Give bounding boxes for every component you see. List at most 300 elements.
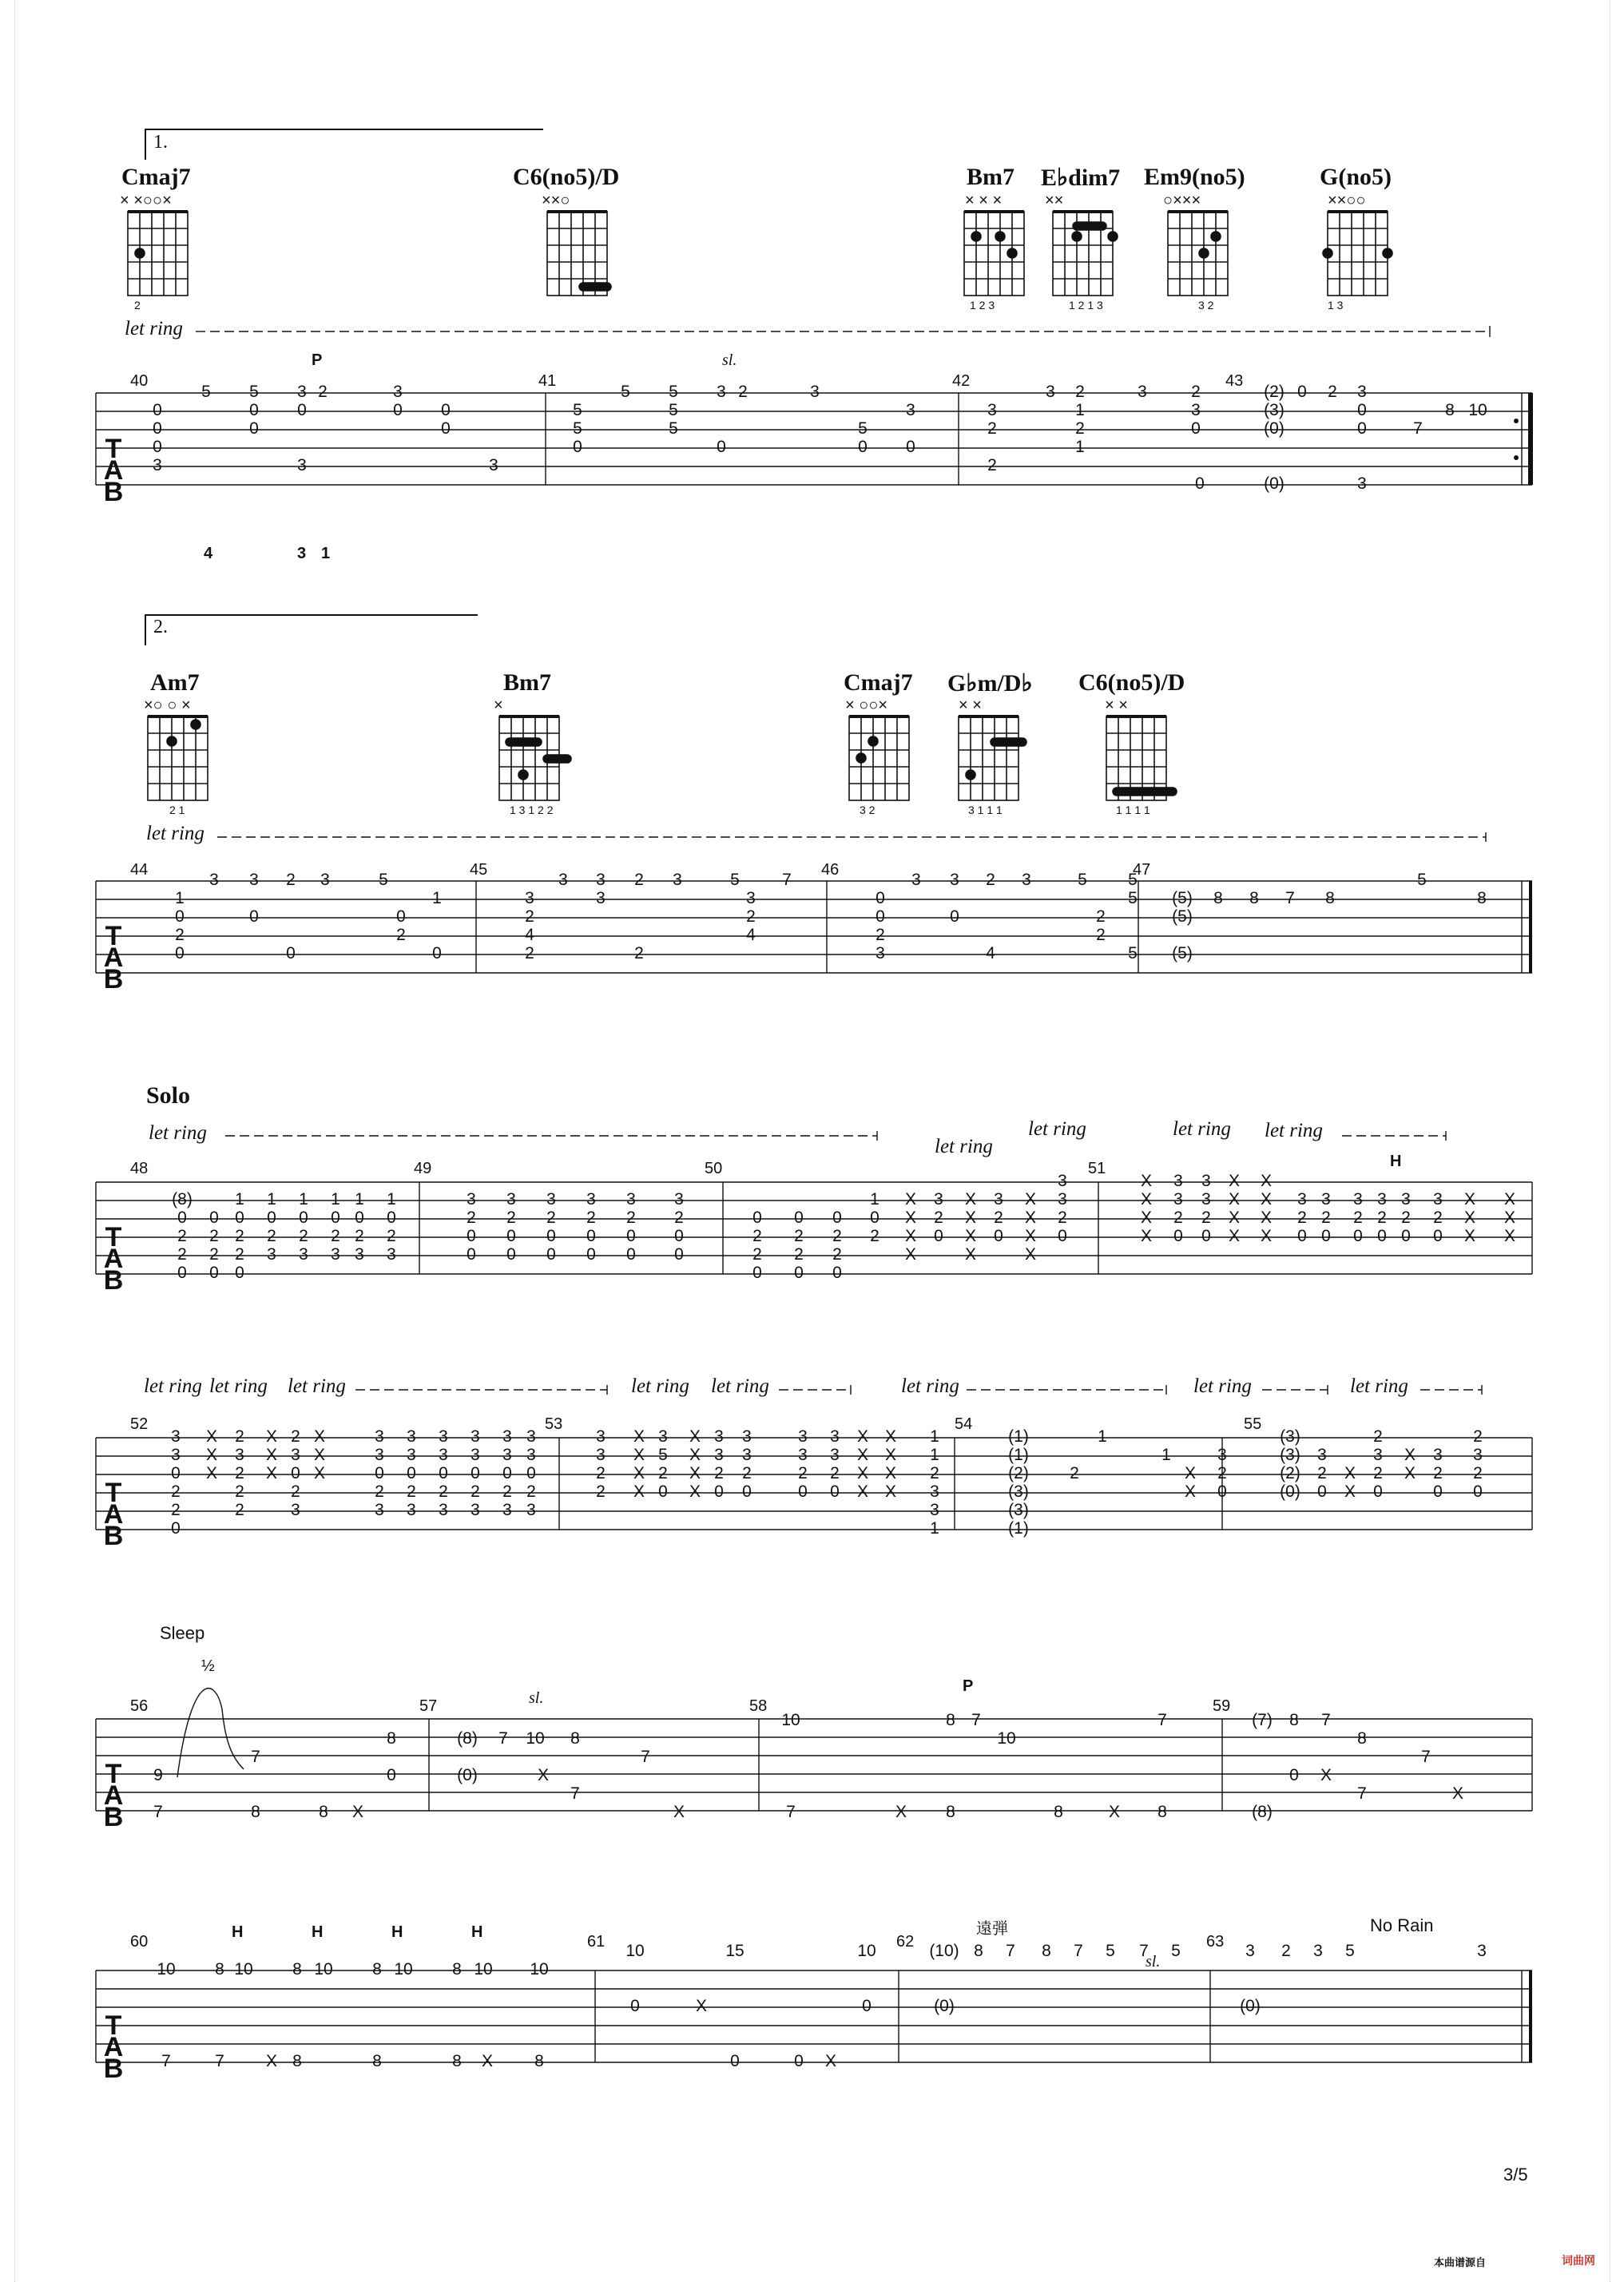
chord-fingering: 1 2 1 3 [1069,299,1103,312]
svg-text:5: 5 [1345,1942,1355,1960]
svg-text:2: 2 [626,1208,636,1227]
svg-text:2: 2 [1373,1464,1383,1482]
fingering-number: 1 [321,545,331,562]
svg-text:10: 10 [530,1960,549,1978]
svg-text:X: X [884,1482,897,1501]
svg-text:7: 7 [570,1784,580,1803]
svg-text:3: 3 [375,1427,384,1446]
fingering-number: 4 [204,545,213,562]
svg-text:0: 0 [297,401,307,419]
svg-text:2: 2 [387,1227,396,1245]
svg-text:0: 0 [1289,1766,1299,1784]
svg-text:X: X [1463,1208,1476,1227]
svg-text:8: 8 [319,1803,328,1821]
svg-text:2: 2 [1473,1427,1483,1446]
svg-text:T: T [105,1222,122,1252]
measure-number: 61 [587,1933,606,1951]
svg-text:0: 0 [177,1264,187,1282]
let-ring-label: let ring [144,1375,202,1397]
svg-text:X: X [964,1245,977,1264]
svg-text:3: 3 [209,871,219,889]
svg-text:3: 3 [171,1427,181,1446]
svg-text:2: 2 [209,1245,219,1264]
svg-text:2: 2 [586,1208,596,1227]
svg-text:2: 2 [1433,1208,1443,1227]
svg-text:B: B [103,477,124,507]
svg-text:2: 2 [235,1501,244,1519]
svg-text:3: 3 [291,1501,300,1519]
svg-text:2: 2 [235,1245,244,1264]
svg-text:3: 3 [674,1190,684,1208]
svg-text:0: 0 [1357,419,1367,438]
svg-text:3: 3 [526,1501,536,1519]
svg-text:0: 0 [1357,401,1367,419]
svg-text:1: 1 [432,889,442,907]
measure-number: 43 [1225,372,1244,390]
let-ring-label: let ring [631,1375,689,1397]
sleep-label: Sleep [160,1623,205,1643]
svg-text:3: 3 [1433,1446,1443,1464]
svg-text:7: 7 [1413,419,1423,438]
svg-text:5: 5 [858,419,868,438]
svg-text:3: 3 [586,1190,596,1208]
svg-text:3: 3 [950,871,959,889]
svg-text:(10): (10) [929,1942,959,1960]
svg-text:3: 3 [1022,871,1031,889]
svg-text:0: 0 [235,1264,244,1282]
svg-text:A: A [103,1244,124,1274]
svg-text:1: 1 [1075,401,1085,419]
svg-text:X: X [265,1446,278,1464]
svg-text:T: T [105,1759,122,1789]
svg-text:0: 0 [299,1208,308,1227]
svg-text:3: 3 [596,889,606,907]
svg-text:X: X [1344,1482,1356,1501]
svg-text:5: 5 [1128,889,1138,907]
svg-text:3: 3 [742,1446,752,1464]
svg-text:3: 3 [1401,1190,1411,1208]
svg-text:3: 3 [1173,1172,1183,1190]
svg-text:2: 2 [291,1427,300,1446]
hammer-on-mark: H [471,1923,483,1941]
page-number: 3/5 [1503,2165,1528,2185]
svg-text:0: 0 [1173,1227,1183,1245]
svg-text:2: 2 [1075,383,1085,401]
svg-text:T: T [105,434,122,464]
svg-text:X: X [205,1427,218,1446]
svg-text:8: 8 [1445,401,1455,419]
svg-text:3: 3 [393,383,403,401]
svg-text:X: X [904,1208,917,1227]
svg-text:3: 3 [994,1190,1003,1208]
svg-text:0: 0 [573,438,582,456]
chord-fingering: 3 1 1 1 [968,804,1003,816]
svg-text:(0): (0) [934,1997,955,2015]
svg-text:8: 8 [387,1729,396,1748]
svg-text:7: 7 [782,871,792,889]
svg-text:X: X [1024,1208,1037,1227]
svg-text:X: X [1024,1190,1037,1208]
chord-name: E♭dim7 [1041,165,1121,191]
svg-text:3: 3 [331,1245,340,1264]
svg-text:7: 7 [786,1803,796,1821]
svg-text:0: 0 [387,1766,396,1784]
svg-text:5: 5 [1171,1942,1181,1960]
svg-text:X: X [1024,1227,1037,1245]
svg-text:5: 5 [573,401,582,419]
svg-text:(0): (0) [1264,419,1285,438]
svg-text:1: 1 [235,1190,244,1208]
svg-text:3: 3 [798,1446,808,1464]
svg-text:X: X [856,1446,869,1464]
svg-text:X: X [856,1427,869,1446]
svg-text:10: 10 [474,1960,493,1978]
svg-text:2: 2 [209,1227,219,1245]
svg-text:2: 2 [987,419,997,438]
svg-text:3: 3 [1058,1172,1067,1190]
measure-number: 40 [130,372,149,390]
svg-text:10: 10 [234,1960,253,1978]
svg-text:3: 3 [355,1245,364,1264]
svg-text:(3): (3) [1008,1501,1029,1519]
svg-text:X: X [1404,1446,1416,1464]
svg-text:0: 0 [441,419,451,438]
half-bend-label: ½ [201,1657,215,1675]
svg-text:2: 2 [177,1245,187,1264]
svg-text:0: 0 [1433,1227,1443,1245]
svg-text:8: 8 [1249,889,1259,907]
footer-site-logo[interactable]: 词曲网 [1562,2255,1595,2268]
chord-open-mute-marks: ×× [1045,192,1064,209]
hammer-on-mark: H [1390,1153,1402,1170]
svg-text:3: 3 [714,1427,724,1446]
svg-text:2: 2 [235,1227,244,1245]
svg-text:X: X [1260,1208,1273,1227]
chord-name: Am7 [150,669,200,696]
chord-fingering: 1 3 [1328,299,1344,312]
svg-text:3: 3 [1046,383,1055,401]
svg-text:2: 2 [525,944,534,962]
svg-text:2: 2 [526,1482,536,1501]
svg-text:3: 3 [153,456,162,474]
slide-mark: sl. [722,351,737,369]
svg-text:3: 3 [506,1190,516,1208]
svg-text:X: X [633,1427,645,1446]
svg-text:0: 0 [1191,419,1201,438]
svg-text:0: 0 [171,1464,181,1482]
slide-mark: sl. [1146,1953,1161,1970]
let-ring-label: let ring [1350,1375,1408,1397]
svg-text:3: 3 [1353,1190,1363,1208]
svg-text:0: 0 [798,1482,808,1501]
svg-text:2: 2 [439,1482,448,1501]
svg-text:2: 2 [714,1464,724,1482]
svg-text:2: 2 [1058,1208,1067,1227]
chord-open-mute-marks: × [494,697,503,714]
measure-number: 63 [1206,1933,1225,1951]
svg-text:0: 0 [249,907,259,926]
svg-text:2: 2 [267,1227,276,1245]
svg-text:3: 3 [1477,1942,1487,1960]
chord-fingering: 1 3 1 2 2 [510,804,554,816]
svg-text:1: 1 [930,1446,939,1464]
svg-text:(0): (0) [1264,474,1285,493]
svg-text:3: 3 [596,1446,606,1464]
chord-name: G♭m/D♭ [947,670,1033,697]
footer-source-label: 本曲谱源自 [1434,2257,1487,2269]
svg-text:0: 0 [586,1227,596,1245]
svg-text:0: 0 [1401,1227,1411,1245]
svg-text:7: 7 [1321,1711,1331,1729]
svg-text:A: A [103,1499,124,1530]
svg-text:X: X [1024,1245,1037,1264]
svg-text:3: 3 [798,1427,808,1446]
svg-text:0: 0 [794,1264,804,1282]
chord-name: Em9(no5) [1144,164,1245,190]
svg-text:X: X [1184,1464,1197,1482]
svg-text:2: 2 [658,1464,668,1482]
svg-text:A: A [103,455,124,486]
svg-text:X: X [964,1227,977,1245]
chord-open-mute-marks: × × × [965,192,1003,209]
svg-text:X: X [964,1208,977,1227]
svg-text:0: 0 [876,889,885,907]
svg-text:2: 2 [471,1482,480,1501]
svg-text:0: 0 [1433,1482,1443,1501]
svg-text:X: X [1228,1172,1241,1190]
svg-text:7: 7 [1139,1942,1149,1960]
svg-text:7: 7 [1421,1748,1431,1766]
volta-label-1: 1. [153,132,168,153]
measure-number: 45 [470,861,488,879]
chord-name: G(no5) [1320,164,1392,190]
svg-text:8: 8 [946,1803,955,1821]
svg-text:7: 7 [215,2052,224,2070]
svg-text:0: 0 [626,1227,636,1245]
svg-text:2: 2 [502,1482,512,1501]
svg-text:3: 3 [1313,1942,1323,1960]
let-ring-label: let ring [1028,1118,1086,1140]
svg-text:0: 0 [1217,1482,1227,1501]
svg-text:2: 2 [355,1227,364,1245]
svg-text:2: 2 [1353,1208,1363,1227]
measure-number: 48 [130,1160,149,1177]
svg-text:3: 3 [267,1245,276,1264]
svg-text:3: 3 [1138,383,1147,401]
svg-text:X: X [633,1464,645,1482]
svg-text:X: X [265,1464,278,1482]
svg-text:2: 2 [596,1482,606,1501]
svg-text:0: 0 [742,1482,752,1501]
svg-text:2: 2 [407,1482,416,1501]
svg-text:0: 0 [876,907,885,926]
svg-text:10: 10 [394,1960,413,1978]
svg-text:X: X [904,1227,917,1245]
svg-text:5: 5 [201,383,211,401]
svg-text:X: X [1228,1190,1241,1208]
svg-text:0: 0 [502,1464,512,1482]
svg-text:5: 5 [669,419,678,438]
svg-text:X: X [1140,1190,1153,1208]
svg-text:0: 0 [355,1208,364,1227]
svg-text:(8): (8) [1252,1803,1273,1821]
svg-text:3: 3 [320,871,330,889]
svg-text:0: 0 [153,419,162,438]
chord-open-mute-marks: ×○ ○ × [144,697,191,714]
measure-number: 52 [130,1415,149,1433]
svg-text:0: 0 [1195,474,1205,493]
svg-text:2: 2 [525,907,534,926]
svg-text:4: 4 [986,944,995,962]
svg-text:7: 7 [251,1748,260,1766]
svg-text:2: 2 [986,871,995,889]
svg-text:3: 3 [526,1427,536,1446]
svg-text:0: 0 [396,907,406,926]
svg-text:3: 3 [930,1501,939,1519]
svg-text:0: 0 [1321,1227,1331,1245]
svg-text:3: 3 [1321,1190,1331,1208]
svg-text:(2): (2) [1264,383,1285,401]
svg-text:X: X [1108,1803,1121,1821]
svg-text:3: 3 [471,1501,480,1519]
svg-text:8: 8 [570,1729,580,1748]
svg-text:0: 0 [506,1245,516,1264]
svg-text:X: X [633,1482,645,1501]
chord-fingering: 1 2 3 [970,299,995,312]
svg-text:5: 5 [658,1446,668,1464]
measure-number: 44 [130,861,149,879]
svg-text:X: X [1184,1482,1197,1501]
svg-text:2: 2 [175,926,185,944]
volta-label-2: 2. [153,617,168,637]
let-ring-label: let ring [209,1375,268,1397]
svg-text:3: 3 [911,871,921,889]
svg-text:8: 8 [1477,889,1487,907]
svg-text:0: 0 [175,907,185,926]
chord-open-mute-marks: ××○○ [1328,192,1366,209]
svg-text:3: 3 [291,1446,300,1464]
svg-text:0: 0 [235,1208,244,1227]
svg-text:0: 0 [153,438,162,456]
svg-text:0: 0 [1058,1227,1067,1245]
svg-text:3: 3 [1433,1190,1443,1208]
let-ring-label: let ring [711,1375,769,1397]
svg-text:2: 2 [794,1227,804,1245]
svg-text:5: 5 [573,419,582,438]
svg-text:X: X [1463,1190,1476,1208]
svg-text:0: 0 [1353,1227,1363,1245]
svg-text:3: 3 [297,456,307,474]
svg-text:2: 2 [746,907,756,926]
svg-text:0: 0 [546,1227,556,1245]
svg-text:B: B [103,2054,124,2084]
svg-text:(1): (1) [1008,1427,1029,1446]
svg-text:3: 3 [471,1427,480,1446]
svg-text:5: 5 [1128,871,1138,889]
svg-text:3: 3 [502,1427,512,1446]
svg-text:(5): (5) [1172,944,1193,962]
svg-text:8: 8 [251,1803,260,1821]
svg-text:T: T [105,2010,122,2041]
svg-text:3: 3 [375,1501,384,1519]
svg-text:0: 0 [331,1208,340,1227]
svg-text:8: 8 [292,2052,302,2070]
svg-text:2: 2 [235,1464,244,1482]
svg-text:2: 2 [318,383,328,401]
svg-text:2: 2 [1401,1208,1411,1227]
svg-text:1: 1 [1098,1427,1107,1446]
chord-open-mute-marks: × ×○○× [120,192,172,209]
svg-text:3: 3 [1191,401,1201,419]
svg-text:8: 8 [1054,1803,1063,1821]
svg-text:10: 10 [857,1942,876,1960]
svg-text:X: X [265,1427,278,1446]
svg-text:0: 0 [1377,1227,1387,1245]
svg-text:X: X [689,1446,701,1464]
svg-text:2: 2 [506,1208,516,1227]
svg-text:3: 3 [546,1190,556,1208]
svg-text:X: X [904,1190,917,1208]
svg-text:5: 5 [1106,1942,1115,1960]
svg-text:3: 3 [1173,1190,1183,1208]
svg-text:0: 0 [630,1997,640,2015]
svg-text:X: X [1228,1227,1241,1245]
svg-text:1: 1 [267,1190,276,1208]
right-margin-watermark [1610,0,1622,2282]
svg-text:7: 7 [1157,1711,1167,1729]
svg-text:A: A [103,943,124,973]
svg-text:8: 8 [1325,889,1335,907]
svg-text:3: 3 [1373,1446,1383,1464]
svg-text:5: 5 [669,383,678,401]
chord-fingering: 2 1 [169,804,185,816]
svg-text:3: 3 [526,1446,536,1464]
svg-text:0: 0 [171,1519,181,1538]
svg-text:0: 0 [862,1997,872,2015]
svg-text:4: 4 [746,926,756,944]
svg-text:2: 2 [1201,1208,1211,1227]
svg-text:X: X [313,1427,326,1446]
measure-number: 60 [130,1933,149,1951]
svg-text:X: X [824,2052,837,2070]
measure-number: 53 [545,1415,563,1433]
svg-text:X: X [537,1766,550,1784]
svg-text:2: 2 [235,1482,244,1501]
svg-text:X: X [856,1464,869,1482]
svg-text:2: 2 [596,1464,606,1482]
svg-text:10: 10 [781,1711,800,1729]
svg-text:2: 2 [1070,1464,1079,1482]
chord-open-mute-marks: × × [1105,697,1128,714]
svg-text:1: 1 [175,889,185,907]
svg-text:X: X [1260,1227,1273,1245]
svg-text:X: X [1260,1190,1273,1208]
svg-text:A: A [103,2032,124,2062]
left-margin-watermark [3,0,15,2282]
svg-text:0: 0 [794,2052,804,2070]
svg-text:0: 0 [950,907,959,926]
pull-off-mark: P [963,1677,974,1695]
svg-text:3: 3 [407,1501,416,1519]
svg-text:5: 5 [1078,871,1087,889]
svg-text:1: 1 [299,1190,308,1208]
svg-text:(5): (5) [1172,907,1193,926]
svg-text:X: X [895,1803,907,1821]
svg-text:2: 2 [794,1245,804,1264]
svg-text:2: 2 [634,944,644,962]
svg-text:X: X [964,1190,977,1208]
svg-text:0: 0 [387,1208,396,1227]
